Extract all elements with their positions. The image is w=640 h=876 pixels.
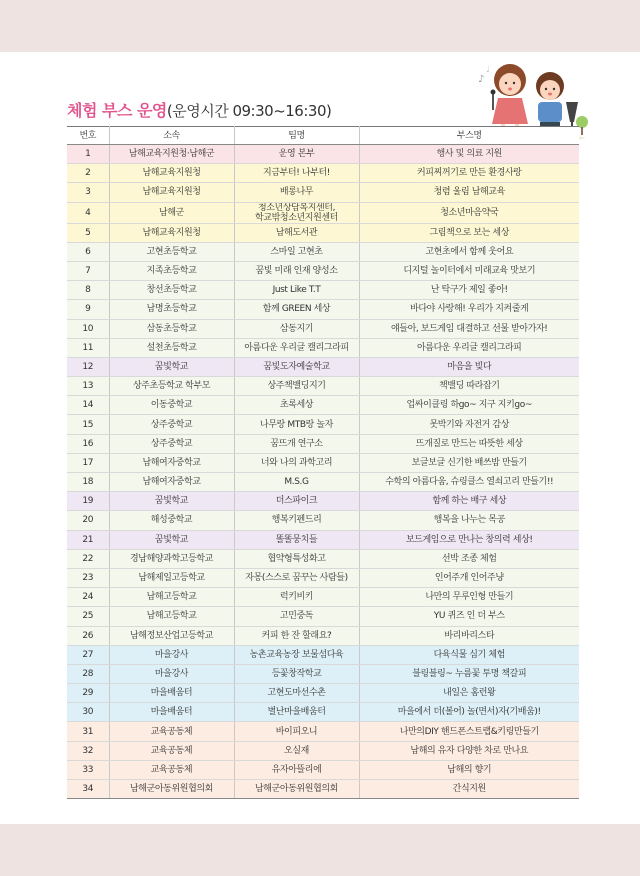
cell-number: 28	[67, 664, 109, 683]
cell-booth: 청렴 울림 남해교육	[359, 183, 579, 202]
table-row	[67, 261, 579, 280]
table-row	[67, 453, 579, 472]
cell-number: 4	[67, 202, 109, 223]
cell-team: 꿈빛 미래 인재 양성소	[234, 261, 359, 280]
table-row	[67, 396, 579, 415]
table-row	[67, 281, 579, 300]
cell-org: 창선초등학교	[109, 281, 234, 300]
cell-team: 운영 본부	[234, 145, 359, 164]
cell-number: 12	[67, 357, 109, 376]
booth-table	[67, 126, 579, 799]
cell-booth: 보드게임으로 만나는 창의력 세상!	[359, 530, 579, 549]
cell-booth: 청소년마음약국	[359, 202, 579, 223]
cell-org: 꿈빛학교	[109, 530, 234, 549]
cell-number: 15	[67, 415, 109, 434]
cell-team: M.S.G	[234, 473, 359, 492]
table-row	[67, 357, 579, 376]
cell-org: 상주중학교	[109, 415, 234, 434]
cell-org: 남해군아동위원협의회	[109, 780, 234, 799]
cell-booth: 마을에서 더(볼어) 놀(면서)자(기배움)!	[359, 703, 579, 722]
table-row	[67, 780, 579, 799]
table-row	[67, 415, 579, 434]
table-row	[67, 202, 579, 223]
cell-org: 상주중학교	[109, 434, 234, 453]
cell-org: 삼동초등학교	[109, 319, 234, 338]
cell-number: 34	[67, 780, 109, 799]
cell-booth: 그림책으로 보는 세상	[359, 223, 579, 242]
cell-number: 19	[67, 492, 109, 511]
cell-booth: 얘들아, 보드게임 대결하고 선물 받아가자!	[359, 319, 579, 338]
cell-booth: 못박기와 자전거 감상	[359, 415, 579, 434]
table-row	[67, 645, 579, 664]
cell-booth: 선박 조종 체험	[359, 549, 579, 568]
cell-booth: 나만의DIY 핸드폰스트랩&키링만들기	[359, 722, 579, 741]
cell-number: 26	[67, 626, 109, 645]
cell-booth: YU 퀴즈 인 더 부스	[359, 607, 579, 626]
cell-number: 31	[67, 722, 109, 741]
cell-org: 마을강사	[109, 664, 234, 683]
cell-booth: 수학의 아름다움, 슈링클스 열쇠고리 만들기!!	[359, 473, 579, 492]
cell-team: 꿈빛도자예술학교	[234, 357, 359, 376]
cell-number: 21	[67, 530, 109, 549]
table-row	[67, 741, 579, 760]
title-main: 체험 부스 운영	[67, 101, 167, 120]
cell-booth: 보글보글 신기한 배쓰밤 만들기	[359, 453, 579, 472]
cell-number: 17	[67, 453, 109, 472]
header-team: 팀명	[234, 127, 359, 145]
table-row	[67, 568, 579, 587]
cell-team: 협약형특성화고	[234, 549, 359, 568]
cell-org: 남해여자중학교	[109, 453, 234, 472]
cell-booth: 함께 하는 배구 세상	[359, 492, 579, 511]
cell-org: 지족초등학교	[109, 261, 234, 280]
cell-team: 커피 한 잔 할래요?	[234, 626, 359, 645]
cell-org: 남명초등학교	[109, 300, 234, 319]
cell-team: 초록세상	[234, 396, 359, 415]
cell-booth: 인어주개 인어주냥	[359, 568, 579, 587]
cell-team: 꿈뜨개 연구소	[234, 434, 359, 453]
cell-booth: 뜨개질로 만드는 따뜻한 세상	[359, 434, 579, 453]
cell-team: 너와 나의 과학고리	[234, 453, 359, 472]
cell-number: 7	[67, 261, 109, 280]
table-row	[67, 607, 579, 626]
table-row	[67, 760, 579, 779]
cell-org: 남해군	[109, 202, 234, 223]
cell-number: 24	[67, 588, 109, 607]
table-row	[67, 530, 579, 549]
cell-org: 마을배움터	[109, 703, 234, 722]
header-number: 번호	[67, 127, 109, 145]
cell-number: 2	[67, 164, 109, 183]
cell-org: 이동중학교	[109, 396, 234, 415]
cell-team: 별난마을배움터	[234, 703, 359, 722]
cell-team: 자몽(스스로 꿈꾸는 사람들)	[234, 568, 359, 587]
cell-org: 남해여자중학교	[109, 473, 234, 492]
page	[0, 52, 640, 824]
cell-booth: 내일은 홈런왕	[359, 684, 579, 703]
cell-booth: 업싸이클링 하go~ 지구 지키go~	[359, 396, 579, 415]
title-sub: (운영시간 09:30~16:30)	[166, 102, 332, 120]
table-body	[67, 145, 579, 799]
table-row	[67, 338, 579, 357]
cell-number: 10	[67, 319, 109, 338]
cell-org: 남해제일고등학교	[109, 568, 234, 587]
cell-number: 29	[67, 684, 109, 703]
table-row	[67, 722, 579, 741]
table-row	[67, 223, 579, 242]
cell-number: 32	[67, 741, 109, 760]
cell-number: 13	[67, 377, 109, 396]
cell-team: 오실재	[234, 741, 359, 760]
cell-org: 설천초등학교	[109, 338, 234, 357]
table-row	[67, 549, 579, 568]
cell-team: 배롱나무	[234, 183, 359, 202]
cell-number: 11	[67, 338, 109, 357]
table-row	[67, 588, 579, 607]
table-header-row	[67, 127, 579, 145]
table-row	[67, 664, 579, 683]
cell-team: 럭키비키	[234, 588, 359, 607]
cell-team: Just Like T.T	[234, 281, 359, 300]
cell-team: 나무랑 MTB랑 놀자	[234, 415, 359, 434]
cell-org: 마을강사	[109, 645, 234, 664]
table-row	[67, 703, 579, 722]
table-row	[67, 242, 579, 261]
cell-team: 스마일 고현초	[234, 242, 359, 261]
cell-number: 27	[67, 645, 109, 664]
cell-team: 고민중독	[234, 607, 359, 626]
svg-text:♩: ♩	[486, 65, 490, 74]
table-row	[67, 626, 579, 645]
cell-number: 20	[67, 511, 109, 530]
cell-booth: 남해의 향기	[359, 760, 579, 779]
cell-booth: 디지털 놀이터에서 미래교육 맛보기	[359, 261, 579, 280]
cell-number: 33	[67, 760, 109, 779]
cell-org: 교육공동체	[109, 760, 234, 779]
cell-org: 꿈빛학교	[109, 492, 234, 511]
cell-org: 마을배움터	[109, 684, 234, 703]
cell-team: 더스파이크	[234, 492, 359, 511]
cell-booth: 아름다운 우리글 캘리그라피	[359, 338, 579, 357]
cell-org: 해성중학교	[109, 511, 234, 530]
cell-team: 바이피오니	[234, 722, 359, 741]
cell-org: 경남해양과학고등학교	[109, 549, 234, 568]
cell-org: 상주초등학교 학부모	[109, 377, 234, 396]
cell-booth: 남해의 유자 다양한 차로 만나요	[359, 741, 579, 760]
cell-booth: 마음을 빚다	[359, 357, 579, 376]
table-row	[67, 511, 579, 530]
cell-team: 남해군아동위원협의회	[234, 780, 359, 799]
cell-booth: 난 탁구가 제일 좋아!	[359, 281, 579, 300]
table-row	[67, 492, 579, 511]
cell-number: 6	[67, 242, 109, 261]
cell-booth: 간식지원	[359, 780, 579, 799]
cell-team: 등꽃창작학교	[234, 664, 359, 683]
cell-number: 1	[67, 145, 109, 164]
cell-team: 상주책밸딩지기	[234, 377, 359, 396]
cell-org: 남해정보산업고등학교	[109, 626, 234, 645]
cell-number: 9	[67, 300, 109, 319]
cell-number: 5	[67, 223, 109, 242]
cell-booth: 행사 및 의료 지원	[359, 145, 579, 164]
table-row	[67, 434, 579, 453]
cell-org: 남해교육지원청	[109, 183, 234, 202]
cell-team: 남해도서관	[234, 223, 359, 242]
cell-number: 3	[67, 183, 109, 202]
cell-booth: 다육식물 심기 체험	[359, 645, 579, 664]
cell-team: 아름다운 우리글 캘리그라피	[234, 338, 359, 357]
cell-booth: 블링블링~ 누름꽃 투명 책갈피	[359, 664, 579, 683]
cell-booth: 나만의 무루인형 만들기	[359, 588, 579, 607]
cell-team: 행복키펜드리	[234, 511, 359, 530]
cell-booth: 고현초에서 함께 웃어요	[359, 242, 579, 261]
table-row	[67, 145, 579, 164]
cell-org: 남해교육지원청	[109, 164, 234, 183]
cell-booth: 행복을 나누는 목공	[359, 511, 579, 530]
table-row	[67, 319, 579, 338]
cell-org: 남해고등학교	[109, 588, 234, 607]
cell-org: 남해교육지원청	[109, 223, 234, 242]
cell-booth: 책밸딩 따라잡기	[359, 377, 579, 396]
cell-booth: 바다야 사랑해! 우리가 지켜줄게	[359, 300, 579, 319]
cell-number: 14	[67, 396, 109, 415]
cell-number: 16	[67, 434, 109, 453]
cell-number: 8	[67, 281, 109, 300]
cell-team: 유자아뜰리에	[234, 760, 359, 779]
cell-team: 농촌교육농장 보물섬다육	[234, 645, 359, 664]
cell-team: 고현도마선수촌	[234, 684, 359, 703]
table-row	[67, 684, 579, 703]
page-title	[67, 98, 331, 121]
table-row	[67, 473, 579, 492]
table-row	[67, 164, 579, 183]
header-booth: 부스명	[359, 127, 579, 145]
cell-team: 지금부터! 나부터!	[234, 164, 359, 183]
cell-number: 22	[67, 549, 109, 568]
cell-org: 교육공동체	[109, 741, 234, 760]
cell-org: 남해교육지원청·남해군	[109, 145, 234, 164]
cell-number: 23	[67, 568, 109, 587]
cell-booth: 커피찌꺼기로 만든 환경사랑	[359, 164, 579, 183]
table-row	[67, 300, 579, 319]
cell-number: 30	[67, 703, 109, 722]
cell-org: 남해고등학교	[109, 607, 234, 626]
cell-org: 교육공동체	[109, 722, 234, 741]
cell-team: 함께 GREEN 세상	[234, 300, 359, 319]
table-row	[67, 183, 579, 202]
svg-text:♪: ♪	[478, 74, 485, 85]
cell-team: 똘똘뭉치들	[234, 530, 359, 549]
page-bottom-band	[0, 824, 640, 876]
header-org: 소속	[109, 127, 234, 145]
table-row	[67, 377, 579, 396]
cell-org: 고현초등학교	[109, 242, 234, 261]
cell-org: 꿈빛학교	[109, 357, 234, 376]
cell-number: 18	[67, 473, 109, 492]
cell-number: 25	[67, 607, 109, 626]
cell-team: 삼동지기	[234, 319, 359, 338]
cell-booth: 바리바리스타	[359, 626, 579, 645]
cell-team: 청소년상담복지센터, 학교밖청소년지원센터	[234, 202, 359, 223]
